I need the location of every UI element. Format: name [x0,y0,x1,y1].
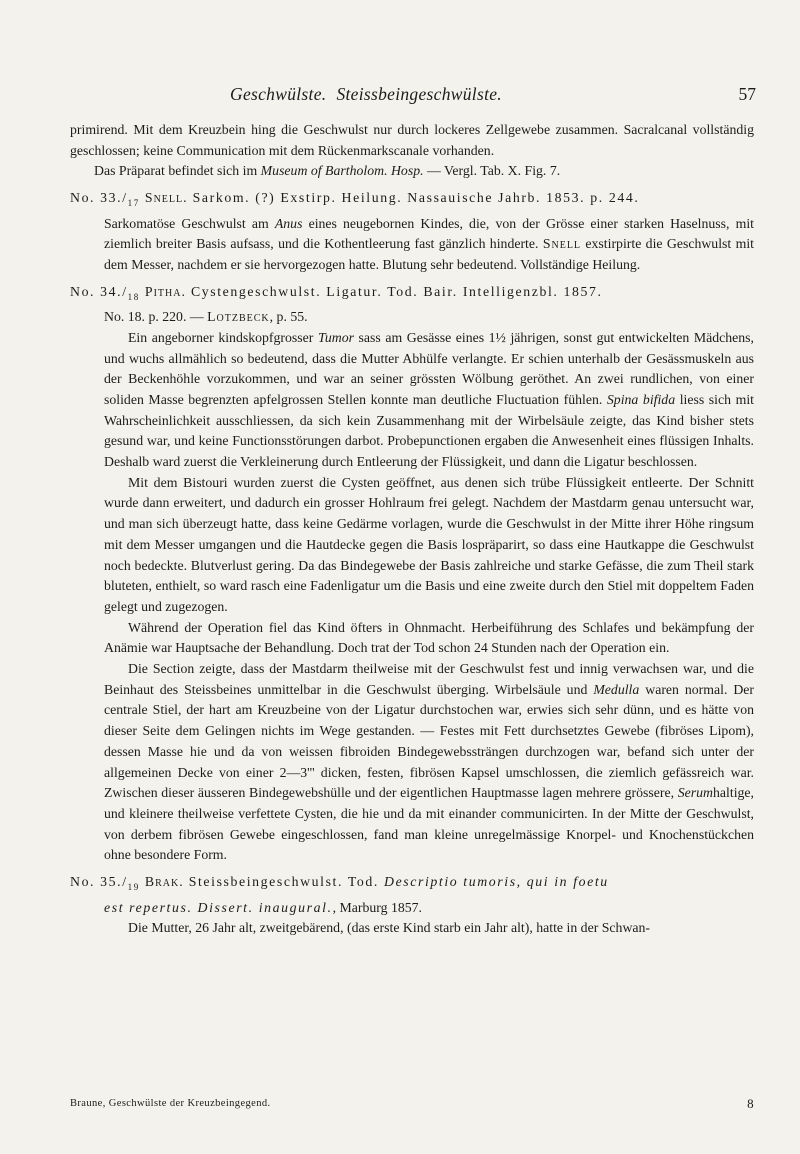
entry-35-citation [70,898,754,919]
page-number: 57 [738,84,756,104]
entry-34-tumor: Tumor [317,329,354,345]
entry-35-title: Steissbeingeschwulst. Tod. [183,874,384,890]
entry-34-p4-a: Die Section zeigte, dass der Mastdarm theilweise mit der Geschwulst fest und innig verwachsen war, und die Beinhaut des Steissbeines unmittelbar in die Geschwulst überging. Wirbelsäule und [104,661,754,697]
entry-35-subscript: 19 [127,881,140,892]
running-title [230,84,502,105]
page-body [70,120,754,939]
entry-33-number: No. 33./ [70,190,128,206]
entry-34-author: Pitha. [144,283,186,299]
entry-35-latin-title: Descriptio tumoris, qui in foetu [384,874,609,890]
entry-33-author-ref: Snell [542,236,582,252]
entry-35-author: Brak. [144,874,184,890]
intro-text-2: Das Präparat befindet sich im [94,163,261,179]
entry-34-title: Cystengeschwulst. Ligatur. Tod. Bair. Intelligenzbl. 1857. [185,283,603,299]
page-footer [70,1098,754,1109]
entry-34-citation [70,307,754,328]
entry-34-subscript: 18 [127,291,140,302]
entry-33 [70,188,754,276]
entry-33-text-3: exstirpirte die Geschwulst mit dem Messer, nachdem er sie hervorgezogen hatte. Blutung sehr bedeutend. Vollständige Heilung. [104,236,754,272]
entry-34-citation-page: , p. 55. [269,309,308,325]
museum-name: Museum of Bartholom. Hosp. [260,163,424,179]
entry-33-heading [70,188,754,213]
entry-35-number: No. 35./ [70,874,128,890]
signature-mark: 8 [747,1096,754,1111]
entry-34-paragraph-4 [70,659,754,866]
entry-35-citation-title: est repertus. Dissert. inaugural. [104,899,333,915]
entry-34-p1-b: sass am Gesässe eines 1½ jährigen, sonst gut entwickelten Mädchens, und wuchs allmählich so bedeutend, dass die Mutter Abhülfe verlangte. Er schien unterhalb der Gesässmuskeln aus der Beckenhöhle vorzukommen, und war an seiner grössten Wölbung geröthet. An zwei rundlichen, von einer soliden Masse begrenzten apfelgrossen Stellen konnte man deutliche Fluctuation fühlen. [104,329,754,407]
entry-35-citation-place: , Marburg 1857. [332,899,423,915]
entry-34-p1-c: liess sich mit Wahrscheinlichkeit ausschliessen, da sich kein Zusammenhang mit der Wirbelsäule zeigte, das Kind bisher stets gesund war, und keine Functionsstörungen darbot. Probepunctionen ergaben die Anwesenheit eines flüssigen Inhalts. Deshalb ward zuerst die Verkleinerung durch Entleerung der Flüssigkeit, und dann die Ligatur beschlossen. [104,391,755,470]
entry-35-heading [70,872,754,897]
entry-35-paragraph-1: Die Mutter, 26 Jahr alt, zweitgebärend, (das erste Kind starb ein Jahr alt), hatte in der Schwan- [128,920,651,936]
entry-34-paragraph-2: Mit dem Bistouri wurden zuerst die Cysten geöffnet, aus denen sich trübe Flüssigkeit entleerte. Der Schnitt wurde dann erweitert, und dadurch ein grosser Hohlraum frei gelegt. Nachdem der Mastdarm genau untersucht war, und man sich überzeugt hatte, dass keine Gedärme vorlagen, wurde die Geschwulst in der Mitte ihrer Höhe ringsum mit dem Messer umgangen und die Hautdecke gegen die Basis lospräparirt, so dass eine Hautkappe die Geschwulst noch bedeckte. Blutverlust gering. Da das Bindegewebe der Basis zahlreiche und starke Gefässe, die zum Theil stark bluteten, enthielt, so ward rasch eine Fadenligatur um die Basis und eine zweite durch den Stiel mit doppeltem Faden gelegt und zugezogen. [104,474,754,614]
intro-reference: — Vergl. Tab. X. Fig. 7. [423,163,561,179]
entry-33-text [70,214,754,276]
entry-34-citation-author: Lotzbeck [207,309,270,325]
entry-33-anus: Anus [274,215,303,231]
entry-34-heading [70,282,754,307]
entry-34-p4-c: haltige, und kleinere theilweise verfettete Cysten, die hie und da mit einander communicirten. In der Mitte der Geschwulst, von derbem fibrösen Gewebe eingeschlossen, fand man kleine unregelmässige Knorpel- und Knochenstückchen ohne besondere Form. [104,785,754,863]
entry-34-paragraph-1 [70,328,754,473]
entry-34-paragraph-3: Während der Operation fiel das Kind öfters in Ohnmacht. Herbeiführung des Schlafes und bekämpfung der Anämie war Hauptsache der Behandlung. Doch trat der Tod schon 24 Stunden nach der Operation ein. [104,619,754,656]
entry-33-text-1: Sarkomatöse Geschwulst am [104,215,275,231]
entry-34-number: No. 34./ [70,283,128,299]
footer-title: Braune, Geschwülste der Kreuzbeingegend. [70,1098,271,1109]
entry-34-spina-bifida: Spina bifida [606,391,676,407]
entry-33-title: Sarkom. (?) Exstirp. Heilung. Nassauische Jahrb. 1853. p. 244. [187,190,640,206]
entry-33-author: Snell. [144,190,188,206]
entry-34-medulla: Medulla [593,681,640,697]
intro-praparat-line [70,161,754,182]
entry-34-serum: Serum [677,785,713,801]
entry-34-citation-text: No. 18. p. 220. — [104,309,208,325]
entry-33-subscript: 17 [127,197,140,208]
running-title-left: Geschwülste. [230,84,327,104]
entry-33-text-2: eines neugebornen Kindes, die, von der Grösse einer starken Haselnuss, mit ziemlich breiter Basis aufsass, und die Kothentleerung fast gänzlich hinderte. [104,215,754,252]
running-title-right: Steissbeingeschwülste. [336,84,502,104]
entry-34-p1-a: Ein angeborner kindskopfgrosser [128,329,318,345]
intro-text-1: primirend. Mit dem Kreuzbein hing die Geschwulst nur durch lockeres Zellgewebe zusammen. Sacralcanal vollständig geschlossen; keine Communication mit dem Rückenmarkscanale vorhanden. [70,122,754,158]
intro-paragraph [70,120,754,161]
entry-35 [70,872,754,939]
entry-34 [70,282,754,866]
entry-34-p4-b: waren normal. Der centrale Stiel, der hart am Kreuzbeine von der Ligatur durchstochen war, erwies sich sehr dünn, und es hätte von dieser Seite dem Gelingen nichts im Wege gestanden. — Festes mit Fett durchsetztes Gewebe (fibröses Lipom), dessen Masse hie und da von weissen fibroiden Bindegewebssträngen durchzogen war, befand sich unter der allgemeinen Decke von einer 2—3''' dicken, festen, fibrösen Kapsel umschlossen, die ziemlich gefässreich war. Zwischen dieser äusseren Bindegewebshülle und der eigentlichen Hauptmasse lagen mehrere grössere, [104,681,755,801]
